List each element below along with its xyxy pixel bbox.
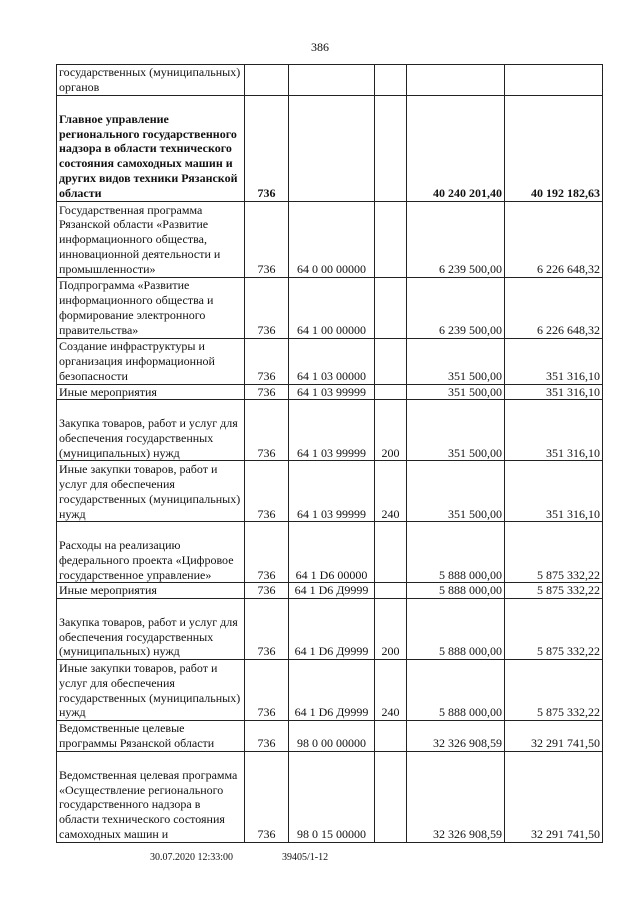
row-target-article — [289, 65, 375, 96]
row-expense-type — [375, 751, 407, 842]
row-sum-executed: 40 192 182,63 — [505, 95, 603, 201]
table-row — [57, 95, 603, 201]
row-department-code: 736 — [245, 384, 289, 400]
row-department-code — [245, 65, 289, 96]
row-expense-type: 200 — [375, 400, 407, 461]
row-sum-approved: 5 888 000,00 — [407, 522, 505, 583]
row-department-code: 736 — [245, 95, 289, 201]
budget-table-body — [57, 65, 603, 843]
row-target-article: 64 1 D6 Д9999 — [289, 599, 375, 660]
row-expense-type — [375, 384, 407, 400]
row-sum-approved — [407, 65, 505, 96]
row-sum-approved: 351 500,00 — [407, 338, 505, 384]
table-row — [57, 660, 603, 721]
table-row — [57, 277, 603, 338]
row-expense-type — [375, 95, 407, 201]
table-row — [57, 721, 603, 752]
row-target-article: 64 1 03 99999 — [289, 384, 375, 400]
row-target-article: 64 1 00 00000 — [289, 277, 375, 338]
row-sum-approved: 40 240 201,40 — [407, 95, 505, 201]
row-target-article: 64 1 03 00000 — [289, 338, 375, 384]
row-target-article — [289, 95, 375, 201]
row-target-article: 64 1 D6 00000 — [289, 522, 375, 583]
table-row — [57, 65, 603, 96]
row-sum-approved: 32 326 908,59 — [407, 751, 505, 842]
row-sum-approved: 6 239 500,00 — [407, 277, 505, 338]
row-expense-type: 240 — [375, 461, 407, 522]
table-row — [57, 751, 603, 842]
row-department-code: 736 — [245, 522, 289, 583]
row-department-code: 736 — [245, 721, 289, 752]
row-sum-approved: 5 888 000,00 — [407, 583, 505, 599]
row-name: Закупка товаров, работ и услуг для обеспечения государственных (муниципальных) нужд — [57, 599, 245, 660]
row-name: Иные закупки товаров, работ и услуг для обеспечения государственных (муниципальных) нужд — [57, 660, 245, 721]
row-target-article: 64 1 03 99999 — [289, 400, 375, 461]
row-name: Иные мероприятия — [57, 384, 245, 400]
row-sum-executed: 351 316,10 — [505, 461, 603, 522]
row-department-code: 736 — [245, 660, 289, 721]
row-expense-type: 200 — [375, 599, 407, 660]
row-sum-executed: 6 226 648,32 — [505, 277, 603, 338]
row-expense-type — [375, 338, 407, 384]
row-sum-executed: 351 316,10 — [505, 400, 603, 461]
row-sum-approved: 351 500,00 — [407, 384, 505, 400]
table-row — [57, 522, 603, 583]
row-name: государственных (муниципальных) органов — [57, 65, 245, 96]
row-department-code: 736 — [245, 338, 289, 384]
footer-document-code: 39405/1-12 — [282, 852, 329, 863]
row-name: Расходы на реализацию федерального проекта «Цифровое государственное управление» — [57, 522, 245, 583]
table-row — [57, 384, 603, 400]
row-sum-executed: 5 875 332,22 — [505, 522, 603, 583]
row-expense-type — [375, 65, 407, 96]
row-target-article: 98 0 15 00000 — [289, 751, 375, 842]
row-sum-approved: 6 239 500,00 — [407, 201, 505, 277]
row-sum-executed: 351 316,10 — [505, 384, 603, 400]
table-row — [57, 599, 603, 660]
row-sum-executed: 32 291 741,50 — [505, 751, 603, 842]
row-expense-type — [375, 721, 407, 752]
table-row — [57, 338, 603, 384]
table-row — [57, 400, 603, 461]
row-name: Закупка товаров, работ и услуг для обеспечения государственных (муниципальных) нужд — [57, 400, 245, 461]
row-name: Иные мероприятия — [57, 583, 245, 599]
row-expense-type — [375, 583, 407, 599]
row-target-article: 64 0 00 00000 — [289, 201, 375, 277]
row-department-code: 736 — [245, 277, 289, 338]
row-department-code: 736 — [245, 461, 289, 522]
row-name: Главное управление регионального государственного надзора в области технического состояния самоходных машин и других видов техники Рязанской области — [57, 95, 245, 201]
row-name: Государственная программа Рязанской области «Развитие информационного общества, инновационной деятельности и промышленности» — [57, 201, 245, 277]
row-name: Иные закупки товаров, работ и услуг для обеспечения государственных (муниципальных) нужд — [57, 461, 245, 522]
row-name: Создание инфраструктуры и организация информационной безопасности — [57, 338, 245, 384]
row-sum-executed — [505, 65, 603, 96]
row-department-code: 736 — [245, 583, 289, 599]
row-sum-executed: 5 875 332,22 — [505, 660, 603, 721]
row-name: Подпрограмма «Развитие информационного общества и формирование электронного правительства» — [57, 277, 245, 338]
row-department-code: 736 — [245, 599, 289, 660]
row-department-code: 736 — [245, 400, 289, 461]
budget-table — [56, 64, 603, 843]
row-sum-executed: 6 226 648,32 — [505, 201, 603, 277]
row-expense-type: 240 — [375, 660, 407, 721]
row-sum-executed: 5 875 332,22 — [505, 599, 603, 660]
row-sum-executed: 351 316,10 — [505, 338, 603, 384]
row-department-code: 736 — [245, 201, 289, 277]
row-sum-approved: 32 326 908,59 — [407, 721, 505, 752]
page-number: 386 — [311, 40, 329, 54]
row-target-article: 64 1 D6 Д9999 — [289, 660, 375, 721]
row-name: Ведомственные целевые программы Рязанской области — [57, 721, 245, 752]
row-department-code: 736 — [245, 751, 289, 842]
table-row — [57, 461, 603, 522]
row-target-article: 64 1 03 99999 — [289, 461, 375, 522]
row-sum-approved: 351 500,00 — [407, 461, 505, 522]
row-expense-type — [375, 277, 407, 338]
row-sum-approved: 5 888 000,00 — [407, 599, 505, 660]
row-name: Ведомственная целевая программа «Осуществление регионального государственного надзора в области технического состояния самоходных машин и — [57, 751, 245, 842]
row-target-article: 98 0 00 00000 — [289, 721, 375, 752]
row-sum-approved: 351 500,00 — [407, 400, 505, 461]
row-sum-approved: 5 888 000,00 — [407, 660, 505, 721]
table-row — [57, 201, 603, 277]
table-row — [57, 583, 603, 599]
row-target-article: 64 1 D6 Д9999 — [289, 583, 375, 599]
row-expense-type — [375, 201, 407, 277]
row-expense-type — [375, 522, 407, 583]
footer-datetime: 30.07.2020 12:33:00 — [150, 852, 234, 863]
row-sum-executed: 5 875 332,22 — [505, 583, 603, 599]
row-sum-executed: 32 291 741,50 — [505, 721, 603, 752]
